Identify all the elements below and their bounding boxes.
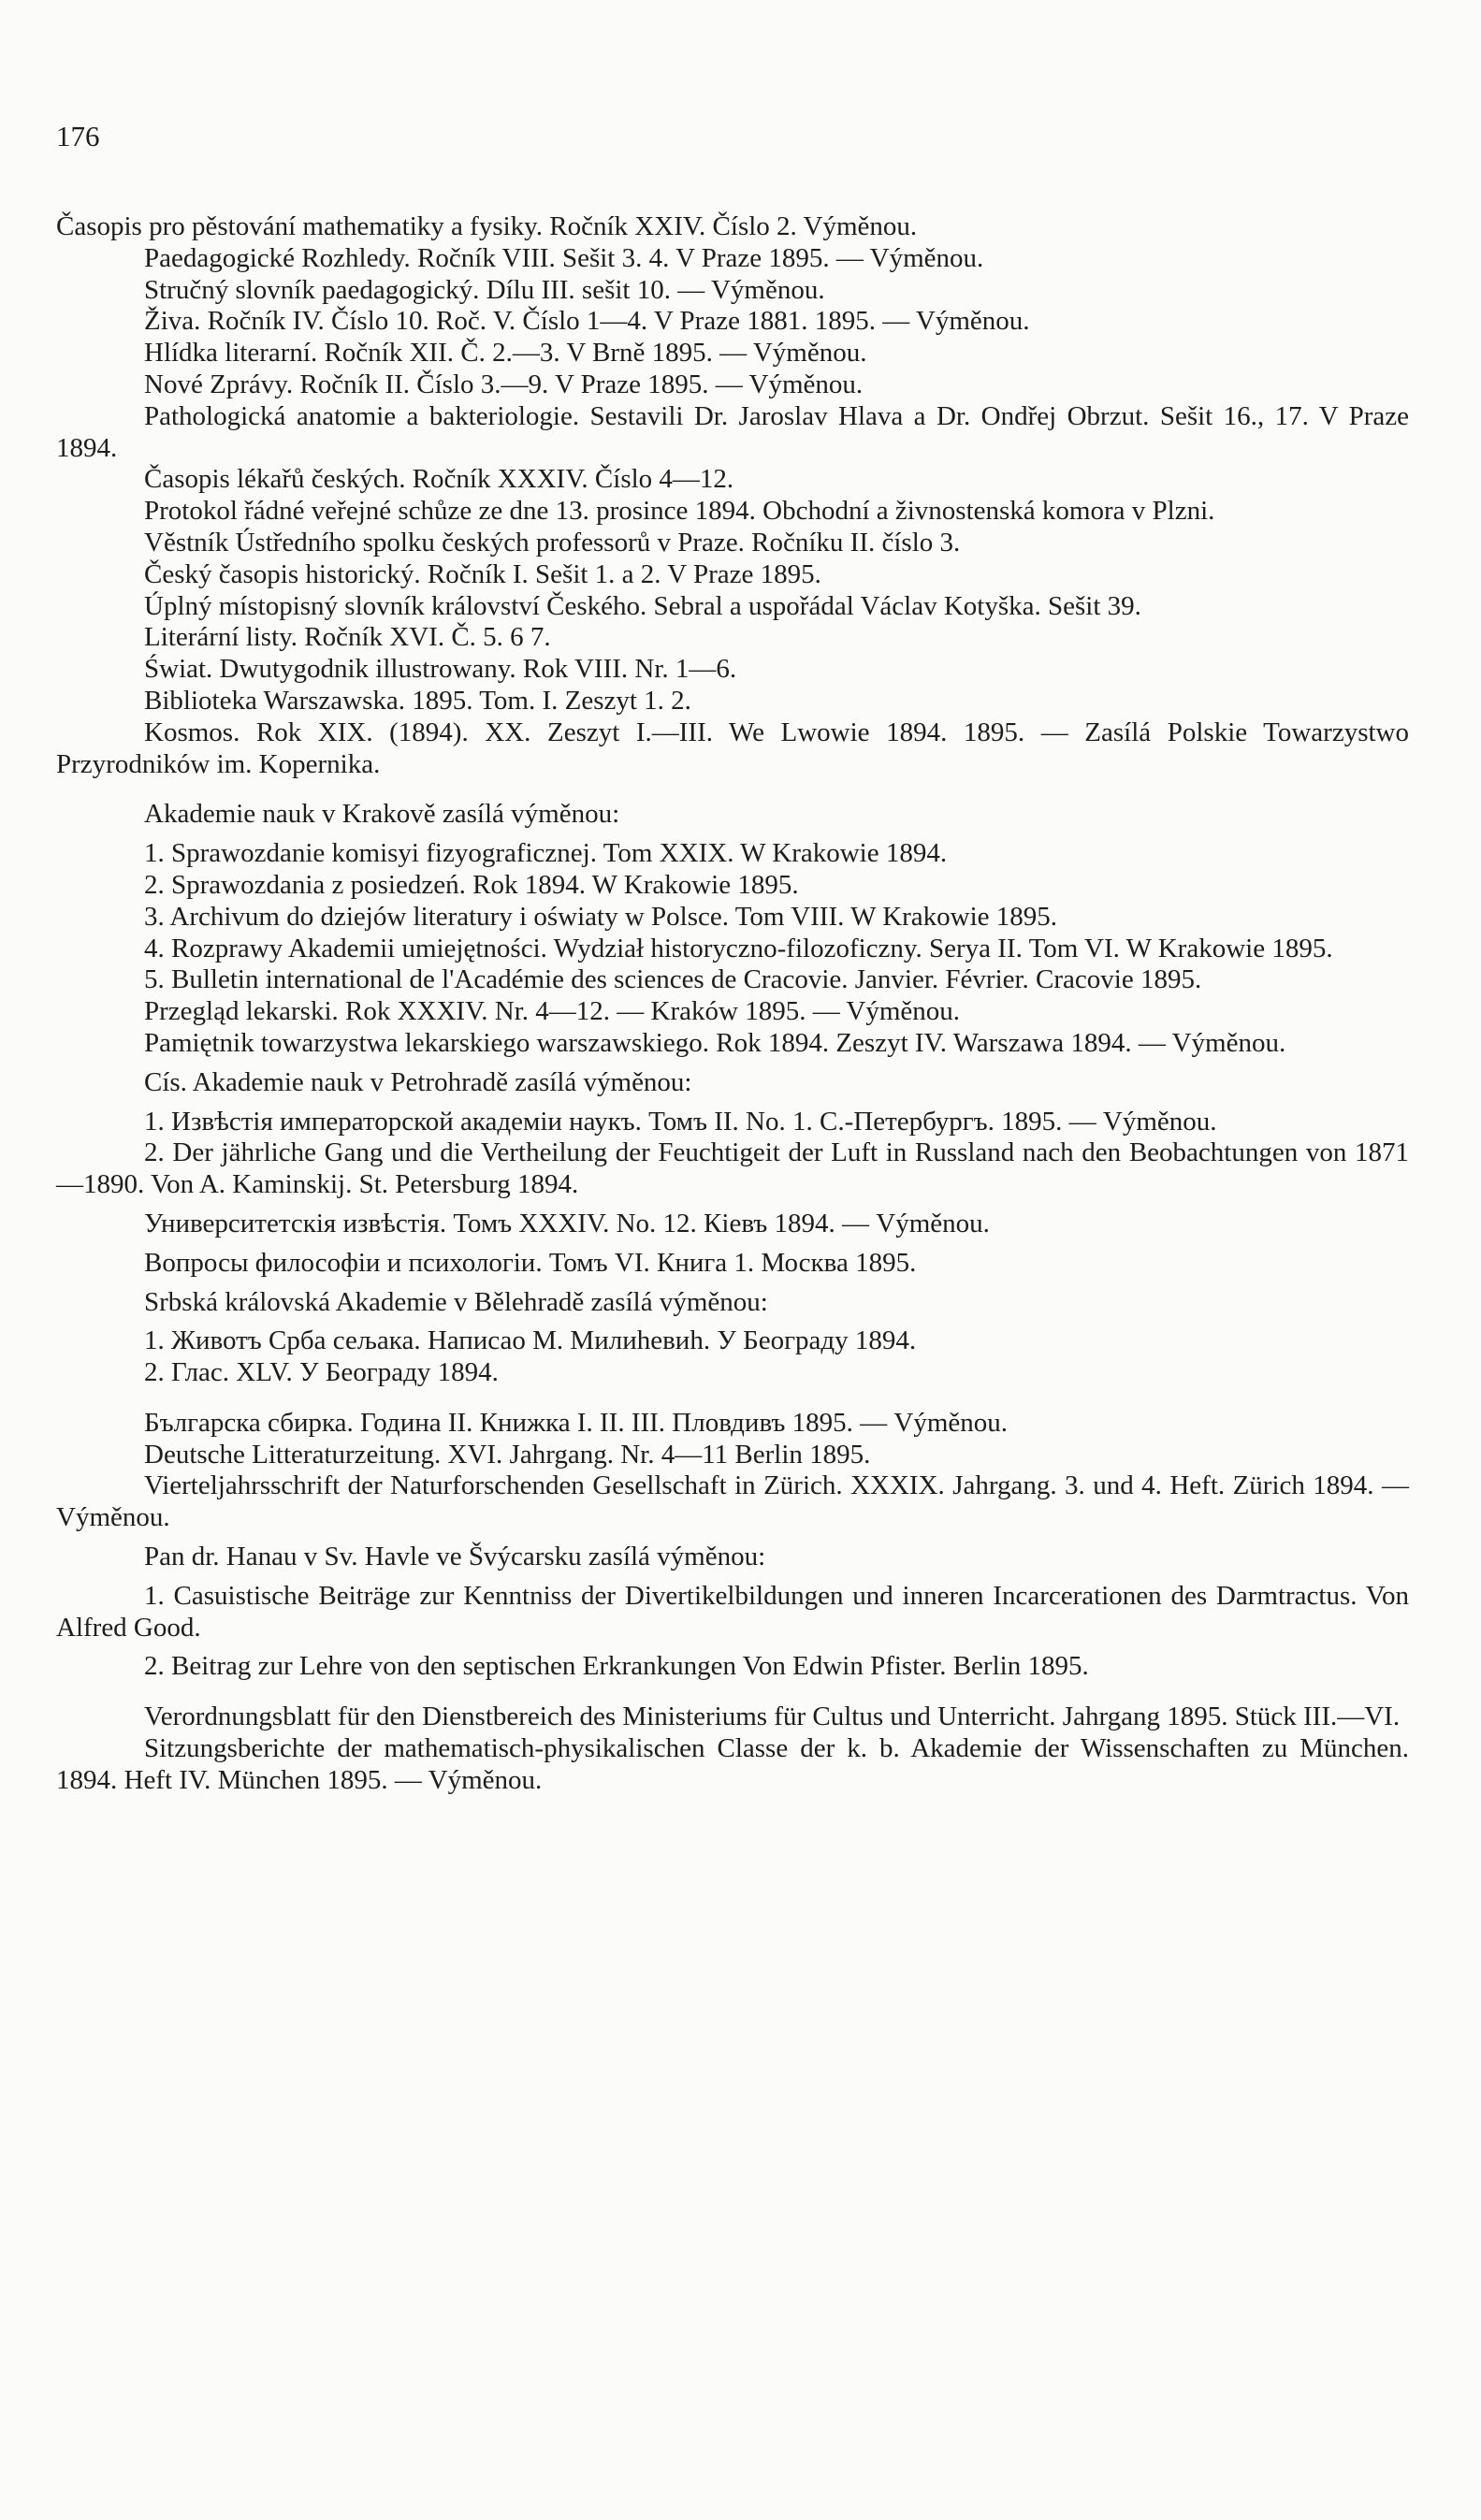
entry-e4: Živa. Ročník IV. Číslo 10. Roč. V. Číslo 1—4. V Praze 1881. 1895. — Výměnou.	[144, 306, 1030, 337]
bibliography-list	[56, 211, 1409, 1797]
entry-e13: Literární listy. Ročník XVI. Č. 5. 6 7.	[144, 622, 551, 653]
entry-e19: 2. Sprawozdania z posiedzeń. Rok 1894. W Krakowie 1895.	[144, 869, 799, 900]
entry-e38: 2. Beitrag zur Lehre von den septischen Erkrankungen Von Edwin Pfister. Berlin 1895.	[144, 1651, 1089, 1682]
entry-e25: Cís. Akademie nauk v Petrohradě zasílá výměnou:	[144, 1066, 692, 1097]
entry-e15: Biblioteka Warszawska. 1895. Tom. I. Zeszyt 1. 2.	[144, 685, 691, 716]
entry-e28: Университетскія извѣстія. Томъ XXXIV. No. 12. Кіевъ 1894. — Výměnou.	[144, 1208, 990, 1238]
entry-e35: Vierteljahrsschrift der Naturforschenden Gesellschaft in Zürich. XXXIX. Jahrgang. 3. und 4. Heft. Zürich 1894. — Výměnou.	[56, 1470, 1409, 1533]
entry-e3: Stručný slovník paedagogický. Dílu III. sešit 10. — Výměnou.	[144, 274, 825, 305]
entry-e22: 5. Bulletin international de l'Académie des sciences de Cracovie. Janvier. Février. Cracovie 1895.	[144, 964, 1202, 995]
entry-e24: Pamiętnik towarzystwa lekarskiego warszawskiego. Rok 1894. Zeszyt IV. Warszawa 1894. — Výměnou.	[144, 1027, 1286, 1058]
entry-e16: Kosmos. Rok XIX. (1894). XX. Zeszyt I.—III. We Lwowie 1894. 1895. — Zasílá Polskie Towarzystwo Przyrodników im. Kopernika.	[56, 717, 1409, 779]
entry-e18: 1. Sprawozdanie komisyi fizyograficznej. Tom XXIX. W Krakowie 1894.	[144, 838, 948, 869]
entry-e1: Časopis pro pěstování mathematiky a fysiky. Ročník XXIV. Číslo 2. Výměnou.	[56, 211, 918, 241]
entry-e39: Verordnungsblatt für den Dienstbereich des Ministeriums für Cultus und Unterricht. Jahrgang 1895. Stück III.—VI.	[144, 1702, 1401, 1732]
entry-e14: Świat. Dwutygodnik illustrowany. Rok VIII. Nr. 1—6.	[144, 654, 737, 685]
entry-e36: Pan dr. Hanau v Sv. Havle ve Švýcarsku zasílá výměnou:	[144, 1542, 766, 1572]
entry-e31: 1. Животъ Срба сељака. Написао М. Милиhевиh. У Београду 1894.	[144, 1325, 917, 1356]
entry-e32: 2. Глас. XLV. У Београду 1894.	[144, 1357, 499, 1388]
page-number: 176	[56, 120, 100, 152]
entry-e37: 1. Casuistische Beiträge zur Kenntniss der Divertikelbildungen und inneren Incarcerationen des Darmtractus. Von Alfred Good.	[56, 1580, 1409, 1643]
entry-e23: Przegląd lekarski. Rok XXXIV. Nr. 4—12. — Kraków 1895. — Výměnou.	[144, 996, 961, 1027]
entry-e27: 2. Der jährliche Gang und die Vertheilung der Feuchtigeit der Luft in Russland nach den Beobachtungen von 1871—1890. Von A. Kaminskij. St. Petersburg 1894.	[56, 1137, 1409, 1200]
entry-e10: Věstník Ústředního spolku českých professorů v Praze. Ročníku II. číslo 3.	[144, 527, 961, 558]
entry-e40: Sitzungsberichte der mathematisch-physikalischen Classe der k. b. Akademie der Wissenschaften zu München. 1894. Heft IV. München 1895. — Výměnou.	[56, 1733, 1409, 1795]
entry-e7: Pathologická anatomie a bakteriologie. Sestavili Dr. Jaroslav Hlava a Dr. Ondřej Obrzut. Sešit 16., 17. V Praze 1894.	[56, 400, 1409, 463]
entry-e12: Úplný místopisný slovník království Českého. Sebral a uspořádal Václav Kotyška. Sešit 39.	[144, 590, 1141, 621]
entry-e11: Český časopis historický. Ročník I. Sešit 1. a 2. V Praze 1895.	[144, 558, 821, 589]
entry-e9: Protokol řádné veřejné schůze ze dne 13. prosince 1894. Obchodní a živnostenská komora v Plzni.	[144, 496, 1215, 527]
entry-e30: Srbská královská Akademie v Bělehradě zasílá výměnou:	[144, 1286, 768, 1317]
entry-e21: 4. Rozprawy Akademii umiejętności. Wydział historyczno-filozoficzny. Serya II. Tom VI. W Krakowie 1895.	[144, 933, 1333, 963]
entry-e17: Akademie nauk v Krakově zasílá výměnou:	[144, 799, 620, 830]
entry-e2: Paedagogické Rozhledy. Ročník VIII. Sešit 3. 4. V Praze 1895. — Výměnou.	[144, 242, 984, 273]
entry-e29: Вопросы философіи и психологіи. Томъ VI. Книга 1. Москва 1895.	[144, 1247, 917, 1278]
entry-e34: Deutsche Litteraturzeitung. XVI. Jahrgang. Nr. 4—11 Berlin 1895.	[144, 1439, 871, 1470]
entry-e8: Časopis lékařů českých. Ročník XXXIV. Číslo 4—12.	[144, 464, 734, 495]
entry-e26: 1. Извѣстія императорской академіи наукъ. Томъ II. No. 1. С.-Петербургъ. 1895. — Výměnou.	[144, 1106, 1217, 1137]
entry-e5: Hlídka literarní. Ročník XII. Č. 2.—3. V Brně 1895. — Výměnou.	[144, 338, 867, 369]
entry-e33: Българска сбирка. Година II. Книжка I. II. III. Пловдивъ 1895. — Výměnou.	[144, 1407, 1009, 1438]
entry-e6: Nové Zprávy. Ročník II. Číslo 3.—9. V Praze 1895. — Výměnou.	[144, 369, 864, 399]
entry-e20: 3. Archivum do dziejów literatury i oświaty w Polsce. Tom VIII. W Krakowie 1895.	[144, 901, 1058, 932]
